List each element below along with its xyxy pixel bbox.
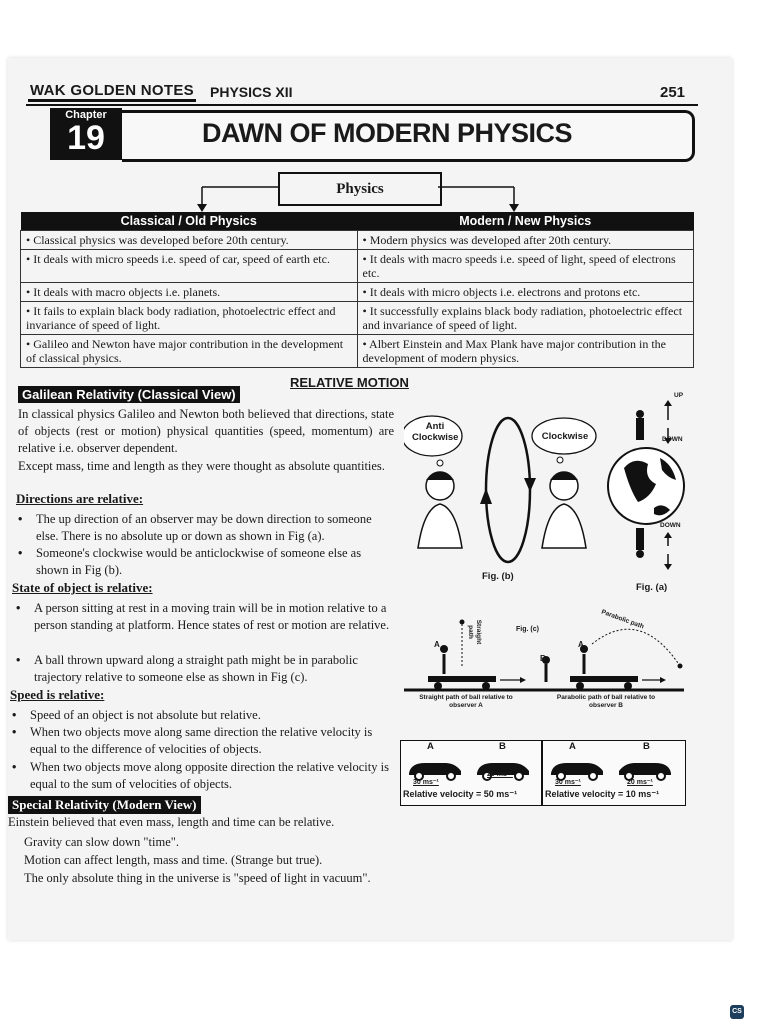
table-cell: • It successfully explains black body radiation, photoelectric effect and invariance of speed of light. xyxy=(357,302,694,335)
speed-b-label: 20 ms⁻¹ xyxy=(627,779,653,786)
speed-bullet-3: When two objects move along opposite direction the relative velocity is equal to the sum of velocities of objects. xyxy=(30,760,389,791)
relative-velocity-difference: Relative velocity = 10 ms⁻¹ xyxy=(545,789,660,799)
observer-a-label-right: A xyxy=(578,640,584,649)
comparison-table xyxy=(20,212,694,368)
subject-label: PHYSICS XII xyxy=(210,84,293,100)
fig-a-illustration xyxy=(600,398,696,578)
table-row xyxy=(21,283,694,302)
relative-velocity-sum: Relative velocity = 50 ms⁻¹ xyxy=(403,789,518,799)
cars-opposite-direction xyxy=(547,755,679,781)
table-header-row xyxy=(21,212,694,231)
page-number: 251 xyxy=(660,84,686,101)
table-header: Modern / New Physics xyxy=(357,212,694,231)
bullet-dot: • xyxy=(18,512,23,526)
galilean-heading: Galilean Relativity (Classical View) xyxy=(18,386,240,403)
table-cell: • Albert Einstein and Max Plank have major contribution in the development of modern physics. xyxy=(357,335,694,368)
clockwise-bubble: Clockwise xyxy=(541,431,589,442)
table-row xyxy=(21,250,694,283)
list-item xyxy=(12,724,392,758)
galilean-para-2: Except mass, time and length as they were thought as absolute quantities. xyxy=(18,459,385,473)
speed-a-label: 30 ms⁻¹ xyxy=(413,779,439,786)
table-cell: • Modern physics was developed after 20th century. xyxy=(357,231,694,250)
state-heading: State of object is relative: xyxy=(12,580,153,595)
table-cell: • Classical physics was developed before 20th century. xyxy=(21,231,358,250)
speed-bullet-1: Speed of an object is not absolute but relative. xyxy=(30,708,261,722)
physics-box: Physics xyxy=(278,172,442,206)
chapter-number: 19 xyxy=(67,119,105,157)
special-line-3: Motion can affect length, mass and time. (Strange but true). xyxy=(24,853,323,867)
bullet-dot: • xyxy=(12,708,17,722)
speed-heading: Speed is relative: xyxy=(10,687,105,702)
straight-path-label: Straight path xyxy=(467,619,482,645)
car-a-label: A xyxy=(427,741,434,752)
bullet-dot: • xyxy=(12,725,17,739)
bullet-dot: • xyxy=(18,546,23,560)
bullet-dot: • xyxy=(16,653,21,667)
galilean-para-1: In classical physics Galileo and Newton both believed that directions, state of objects (rest or motion) physical quantities (speed, momentum) are relative i.e. observer dependent. xyxy=(18,407,394,455)
speed-a-label: 30 ms⁻¹ xyxy=(555,779,581,786)
list-item xyxy=(18,545,392,579)
bullet-dot: • xyxy=(12,760,17,774)
speed-b-label: 20 ms⁻¹ xyxy=(487,771,513,778)
observer-b-label: B xyxy=(540,654,546,663)
fig-a-caption: Fig. (a) xyxy=(636,582,668,593)
relative-motion-heading: RELATIVE MOTION xyxy=(290,375,409,390)
down-label-bottom: DOWN xyxy=(660,522,681,529)
state-bullet-2: A ball thrown upward along a straight path might be in parabolic trajectory relative to someone else as shown in Fig (c). xyxy=(34,653,358,684)
chapter-label: Chapter xyxy=(65,109,107,121)
table-cell: • Galileo and Newton have major contribution in the development of classical physics. xyxy=(21,335,358,368)
brand-title: WAK GOLDEN NOTES xyxy=(28,82,196,102)
scanner-badge: CS xyxy=(730,1005,744,1019)
speed-bullet-2: When two objects move along same direction the relative velocity is equal to the difference of velocities of objects. xyxy=(30,725,373,756)
list-item xyxy=(16,600,394,634)
list-item xyxy=(12,759,392,793)
chapter-title: DAWN OF MODERN PHYSICS xyxy=(202,118,573,148)
parabolic-path-label: Parabolic path xyxy=(600,608,645,631)
special-line-4: The only absolute thing in the universe is "speed of light in vacuum". xyxy=(24,871,371,885)
directions-heading: Directions are relative: xyxy=(16,491,144,506)
car-b-label: B xyxy=(499,741,506,752)
list-item xyxy=(16,652,394,686)
table-row xyxy=(21,302,694,335)
special-line-2: Gravity can slow down "time". xyxy=(24,835,179,849)
velocity-box-same xyxy=(400,740,542,806)
bullet-dot: • xyxy=(16,601,21,615)
cars-same-direction xyxy=(405,755,537,781)
table-row xyxy=(21,231,694,250)
velocity-box-opposite xyxy=(542,740,686,806)
car-a-label: A xyxy=(569,741,576,752)
state-bullet-1: A person sitting at rest in a moving train will be in motion relative to a person standing at platform. Hence states of rest or motion are relative. xyxy=(34,601,390,632)
special-heading: Special Relativity (Modern View) xyxy=(8,796,201,814)
special-line-1: Einstein believed that even mass, length and time can be relative. xyxy=(8,815,335,829)
fig-c-caption: Fig. (c) xyxy=(516,626,539,633)
fig-b-caption: Fig. (b) xyxy=(482,571,514,582)
list-item xyxy=(18,511,392,545)
car-b-label: B xyxy=(643,741,650,752)
list-item xyxy=(12,707,392,724)
table-row xyxy=(21,335,694,368)
fig-c-illustration xyxy=(404,614,694,694)
parabolic-path-note: Parabolic path of ball relative to observer B xyxy=(556,694,656,709)
directions-bullet-2: Someone's clockwise would be anticlockwise of someone else as shown in Fig (b). xyxy=(36,546,362,577)
table-cell: • It deals with micro objects i.e. electrons and protons etc. xyxy=(357,283,694,302)
table-cell: • It deals with micro speeds i.e. speed of car, speed of earth etc. xyxy=(21,250,358,283)
table-cell: • It deals with macro objects i.e. planets. xyxy=(21,283,358,302)
straight-path-note: Straight path of ball relative to observer A xyxy=(419,694,513,709)
down-label-top: DOWN xyxy=(662,436,683,443)
chapter-badge xyxy=(50,108,122,160)
observer-a-label: A xyxy=(434,640,440,649)
table-cell: • It deals with macro speeds i.e. speed of light, speed of electrons etc. xyxy=(357,250,694,283)
header-rule xyxy=(26,104,698,106)
table-header: Classical / Old Physics xyxy=(21,212,358,231)
up-label-top: UP xyxy=(674,392,684,399)
anticlockwise-bubble: Anti Clockwise xyxy=(412,421,459,443)
table-cell: • It fails to explain black body radiation, photoelectric effect and invariance of speed of light. xyxy=(21,302,358,335)
directions-bullet-1: The up direction of an observer may be down direction to someone else. There is no absolute up or down as shown in Fig (a). xyxy=(36,512,372,543)
